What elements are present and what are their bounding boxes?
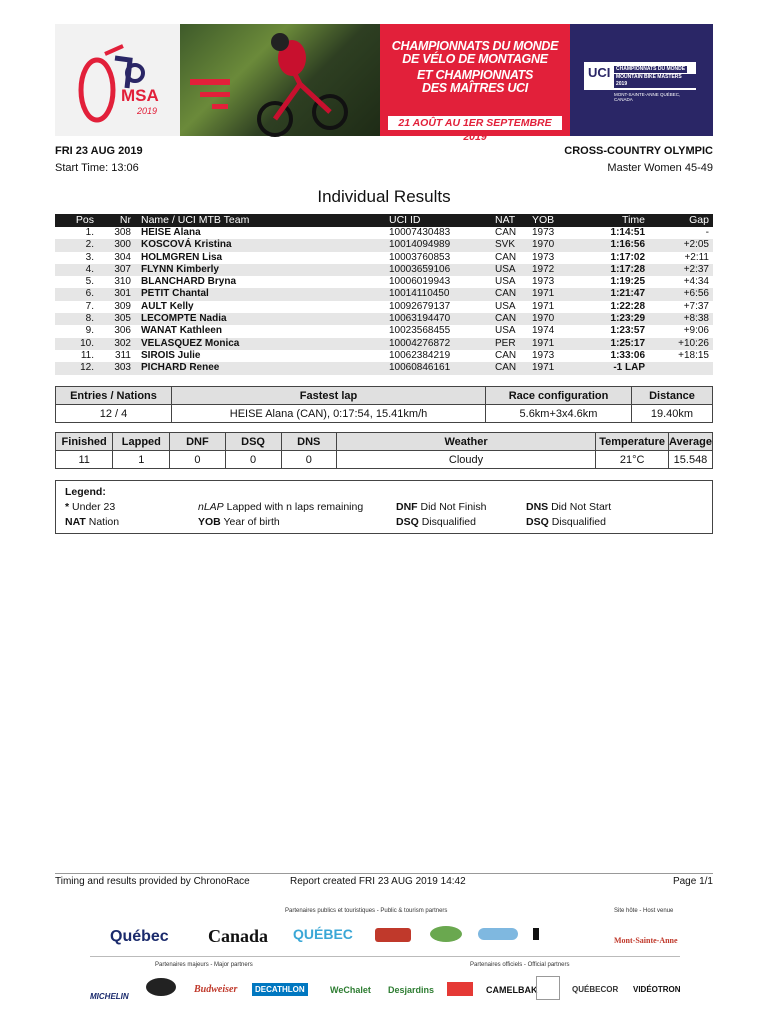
partner-logo-icon <box>478 928 518 940</box>
uci-panel <box>570 24 713 136</box>
desjardins-logo: Desjardins <box>388 985 435 995</box>
cell-uci-id: 10060846161 <box>389 362 451 374</box>
partner-logo-icon <box>533 928 589 940</box>
cell-time: 1:14:51 <box>610 227 645 238</box>
cell-nation: SVK <box>495 239 516 251</box>
fastest-lap-header: Fastest lap <box>172 387 486 405</box>
cell-uci-id: 10063194470 <box>389 313 451 325</box>
cell-nation: CAN <box>495 227 517 238</box>
budweiser-logo: Budweiser <box>194 984 238 995</box>
finished-value: 11 <box>56 451 113 469</box>
cell-gap: +9:06 <box>683 325 709 337</box>
uci-logo <box>584 62 696 90</box>
cell-yob: 1972 <box>532 263 555 275</box>
table-row <box>55 239 713 251</box>
cell-nation: USA <box>495 325 516 337</box>
cell-name: LECOMPTE Nadia <box>141 313 227 325</box>
cell-time: 1:17:02 <box>610 251 645 263</box>
title-line-3: ET CHAMPIONNATS <box>416 68 534 82</box>
partners-divider <box>90 956 680 957</box>
lapped-value: 1 <box>113 451 170 469</box>
col-pos: Pos <box>75 214 94 226</box>
legend-item <box>65 501 115 513</box>
table-row <box>55 313 713 325</box>
distance-value: 19.40km <box>632 405 713 423</box>
partner-logo-icon <box>536 976 560 1000</box>
cell-time: 1:33:06 <box>610 349 645 361</box>
cell-bib: 308 <box>114 227 131 238</box>
cell-time: 1:19:25 <box>610 276 645 288</box>
title-line-1: CHAMPIONNATS DU MONDE <box>391 39 559 53</box>
event-name: CROSS-COUNTRY OLYMPIC <box>564 145 713 157</box>
cell-pos: 6. <box>85 288 94 300</box>
cell-uci-id: 10014094989 <box>389 239 451 251</box>
table-row <box>55 350 713 362</box>
lapped-header: Lapped <box>113 433 170 451</box>
cell-yob: 1974 <box>532 325 555 337</box>
cell-name: VELASQUEZ Monica <box>141 337 240 349</box>
page-title: Individual Results <box>317 187 451 206</box>
cell-yob: 1971 <box>532 288 555 300</box>
rider-illustration <box>180 24 380 136</box>
legend-text: Year of birth <box>223 516 280 528</box>
cell-gap: +2:11 <box>684 251 709 263</box>
legend-item <box>65 516 119 528</box>
msa-logo-year: 2019 <box>137 106 158 116</box>
cell-name: HOLMGREN Lisa <box>141 251 223 263</box>
cell-gap: +10:26 <box>678 337 709 349</box>
cell-name: FLYNN Kimberly <box>141 263 219 275</box>
race-config-header: Race configuration <box>486 387 632 405</box>
table-row <box>55 288 713 300</box>
race-summary-table <box>55 386 713 423</box>
race-date: FRI 23 AUG 2019 <box>55 145 143 157</box>
dsq-header: DSQ <box>225 433 281 451</box>
cell-time: 1:16:56 <box>610 239 645 251</box>
cell-pos: 5. <box>85 276 94 288</box>
cell-name: WANAT Kathleen <box>141 325 222 337</box>
legend-key: nLAP <box>198 501 224 513</box>
legend-box <box>55 480 713 534</box>
table-row <box>55 325 713 337</box>
partner-logo-icon <box>430 926 462 942</box>
race-category: Master Women 45-49 <box>607 162 713 174</box>
cell-nation: CAN <box>495 362 517 374</box>
rider-photo <box>180 24 380 136</box>
cell-bib: 303 <box>114 362 131 374</box>
cell-bib: 306 <box>114 325 131 337</box>
cell-bib: 310 <box>114 276 131 288</box>
cell-uci-id: 10023568455 <box>389 325 451 337</box>
canada-logo: Canada <box>208 926 269 946</box>
legend-text: Under 23 <box>72 501 116 513</box>
timing-credit: Timing and results provided by ChronoRace <box>55 876 250 887</box>
legend-text: Did Not Start <box>551 501 612 513</box>
event-banner <box>55 24 713 143</box>
cell-name: SIROIS Julie <box>141 349 201 361</box>
cell-time: 1:23:57 <box>610 325 645 337</box>
cell-uci-id: 10003760853 <box>389 251 451 263</box>
cell-pos: 11. <box>80 349 94 361</box>
dnf-header: DNF <box>170 433 225 451</box>
cell-time: 1:25:17 <box>610 337 645 349</box>
cell-pos: 3. <box>85 251 94 263</box>
partner-logo-icon <box>375 928 411 942</box>
msa-logo-text: MSA <box>121 86 159 105</box>
cell-name: BLANCHARD Bryna <box>141 276 237 288</box>
table-row <box>55 338 713 350</box>
cell-pos: 10. <box>80 337 94 349</box>
cell-bib: 309 <box>114 300 131 312</box>
cell-gap: +4:34 <box>683 276 709 288</box>
cell-pos: 9. <box>85 325 94 337</box>
legend-text: Did Not Finish <box>420 501 487 513</box>
cell-uci-id: 10007430483 <box>389 227 451 238</box>
uci-line-1: CHAMPIONNATS DU MONDE <box>616 66 686 72</box>
legend-item <box>526 516 606 528</box>
title-line-2: DE VÉLO DE MONTAGNE <box>402 52 548 66</box>
cell-nation: USA <box>495 276 516 288</box>
title-line-4: DES MAÎTRES UCI <box>422 81 528 95</box>
partner-logo-icon <box>146 978 176 996</box>
legend-key: DNS <box>526 501 549 513</box>
col-nr: Nr <box>119 214 131 226</box>
cell-bib: 305 <box>114 313 131 325</box>
average-header: Average <box>668 433 712 451</box>
cell-gap: +2:37 <box>683 263 709 275</box>
cell-pos: 12. <box>80 362 94 374</box>
cell-gap: - <box>705 227 709 238</box>
cell-name: PICHARD Renee <box>141 362 220 374</box>
fastest-lap-value: HEISE Alana (CAN), 0:17:54, 15.41km/h <box>172 405 486 423</box>
quebec-tourism-logo: QUÉBEC <box>293 926 353 942</box>
camelbak-logo: CAMELBAK <box>486 985 538 995</box>
cell-bib: 304 <box>114 251 131 263</box>
legend-key: NAT <box>65 516 86 528</box>
cell-name: HEISE Alana <box>141 227 201 238</box>
cell-gap: +2:05 <box>683 239 709 251</box>
cell-name: KOSCOVÁ Kristina <box>141 239 232 251</box>
col-yob: YOB <box>532 214 555 226</box>
report-created: Report created FRI 23 AUG 2019 14:42 <box>290 876 466 887</box>
cell-uci-id: 10092679137 <box>389 300 451 312</box>
event-dates: 21 AOÛT AU 1ER SEPTEMBRE 2019 <box>388 116 562 130</box>
weather-value: Cloudy <box>336 451 595 469</box>
cell-time: 1:17:28 <box>610 263 645 275</box>
legend-text: Disqualified <box>551 516 606 528</box>
legend-key: DSQ <box>526 516 549 528</box>
cell-pos: 2. <box>85 239 94 251</box>
col-uci-id: UCI ID <box>389 214 421 226</box>
cell-bib: 302 <box>114 337 131 349</box>
cell-time: 1:21:47 <box>610 288 645 300</box>
legend-text: Nation <box>88 516 120 528</box>
col-nat: NAT <box>495 214 516 226</box>
cell-nation: CAN <box>495 251 517 263</box>
cell-yob: 1971 <box>532 362 555 374</box>
host-venue-title: Site hôte - Host venue <box>614 908 674 914</box>
cell-uci-id: 10014110450 <box>389 288 450 300</box>
table-row <box>55 276 713 288</box>
cell-pos: 4. <box>85 263 94 275</box>
weather-header: Weather <box>336 433 595 451</box>
cell-yob: 1971 <box>532 337 555 349</box>
cell-time: 1:22:28 <box>610 300 645 312</box>
cell-bib: 301 <box>114 288 131 300</box>
cell-uci-id: 10006019943 <box>389 276 451 288</box>
cell-nation: USA <box>495 300 516 312</box>
cell-gap: +6:56 <box>683 288 709 300</box>
cell-nation: CAN <box>495 349 517 361</box>
legend-title: Legend: <box>65 486 106 498</box>
col-gap: Gap <box>689 214 709 226</box>
host-venue-logo: Mont-Sainte-Anne <box>614 936 678 945</box>
dns-value: 0 <box>281 451 336 469</box>
cell-nation: CAN <box>495 288 517 300</box>
start-time: Start Time: 13:06 <box>55 162 139 174</box>
cell-pos: 8. <box>85 313 94 325</box>
cell-nation: CAN <box>495 313 517 325</box>
legend-key: * <box>65 501 70 513</box>
cell-yob: 1973 <box>532 227 555 238</box>
page-number: Page 1/1 <box>672 876 713 887</box>
legend-item <box>198 501 363 513</box>
championship-title-panel <box>380 24 570 143</box>
cell-bib: 300 <box>114 239 131 251</box>
legend-item <box>198 516 280 528</box>
cell-name: AULT Kelly <box>141 300 194 312</box>
cell-gap: +7:37 <box>683 300 709 312</box>
decathlon-logo: DECATHLON <box>252 983 308 996</box>
public-partners-title: Partenaires publics et touristiques - Public & tourism partners <box>285 908 448 914</box>
table-row <box>55 227 713 239</box>
cell-time: 1:23:29 <box>610 313 645 325</box>
temperature-header: Temperature <box>596 433 669 451</box>
entries-value: 12 / 4 <box>56 405 172 423</box>
cell-gap: +18:15 <box>678 349 709 361</box>
cell-yob: 1973 <box>532 251 555 263</box>
finished-header: Finished <box>56 433 113 451</box>
cell-yob: 1970 <box>532 239 555 251</box>
quebecor-logo: QUÉBECOR <box>572 985 619 994</box>
col-time: Time <box>622 214 645 226</box>
dsq-value: 0 <box>225 451 281 469</box>
cell-uci-id: 10003659106 <box>389 263 451 275</box>
cell-yob: 1973 <box>532 349 555 361</box>
msa-logo-panel <box>55 24 180 136</box>
cell-yob: 1970 <box>532 313 555 325</box>
average-value: 15.548 <box>668 451 712 469</box>
legend-key: YOB <box>198 516 221 528</box>
results-rows <box>55 227 713 375</box>
major-partners-title: Partenaires majeurs - Major partners <box>155 962 253 968</box>
cell-bib: 311 <box>115 349 131 361</box>
videotron-logo: VIDÉOTRON <box>633 985 681 994</box>
cell-pos: 1. <box>85 227 94 238</box>
table-header <box>55 214 713 227</box>
legend-key: DSQ <box>396 516 419 528</box>
uci-mark: UCI <box>588 65 611 80</box>
legend-key: DNF <box>396 501 418 513</box>
cell-yob: 1973 <box>532 276 555 288</box>
cell-name: PETIT Chantal <box>141 288 209 300</box>
cell-bib: 307 <box>114 263 131 275</box>
cell-yob: 1971 <box>532 300 555 312</box>
distance-header: Distance <box>632 387 713 405</box>
entries-header: Entries / Nations <box>56 387 172 405</box>
quebec-logo: Québec <box>110 928 169 945</box>
uci-line-2: MOUNTAIN BIKE MASTERS 2019 <box>614 74 696 88</box>
cell-uci-id: 10004276872 <box>389 337 451 349</box>
legend-text: Lapped with n laps remaining <box>226 501 364 513</box>
table-row <box>55 252 713 264</box>
legend-item <box>396 516 476 528</box>
temperature-value: 21°C <box>596 451 669 469</box>
table-row <box>55 362 713 374</box>
dnf-value: 0 <box>170 451 225 469</box>
results-table <box>55 214 713 375</box>
official-partners-title: Partenaires officiels - Official partners <box>470 962 570 968</box>
legend-item <box>526 501 611 513</box>
host-location: MONT-SAINTE-ANNE QUÉBEC, CANADA <box>614 92 681 102</box>
table-row <box>55 301 713 313</box>
table-row <box>55 264 713 276</box>
footer-divider <box>55 873 713 874</box>
cell-time: -1 LAP <box>613 362 645 374</box>
race-config-value: 5.6km+3x4.6km <box>486 405 632 423</box>
race-stats-table <box>55 432 713 469</box>
wechalet-logo: WeChalet <box>330 985 371 995</box>
partner-logo-icon <box>447 982 473 996</box>
legend-item <box>396 501 486 513</box>
cell-gap: +8:38 <box>683 313 709 325</box>
cell-nation: PER <box>495 337 516 349</box>
michelin-logo: MICHELIN <box>90 992 129 1001</box>
cell-uci-id: 10062384219 <box>389 349 451 361</box>
legend-text: Disqualified <box>421 516 476 528</box>
dns-header: DNS <box>281 433 336 451</box>
col-name: Name / UCI MTB Team <box>141 214 250 226</box>
cell-pos: 7. <box>85 300 94 312</box>
cell-nation: USA <box>495 263 516 275</box>
